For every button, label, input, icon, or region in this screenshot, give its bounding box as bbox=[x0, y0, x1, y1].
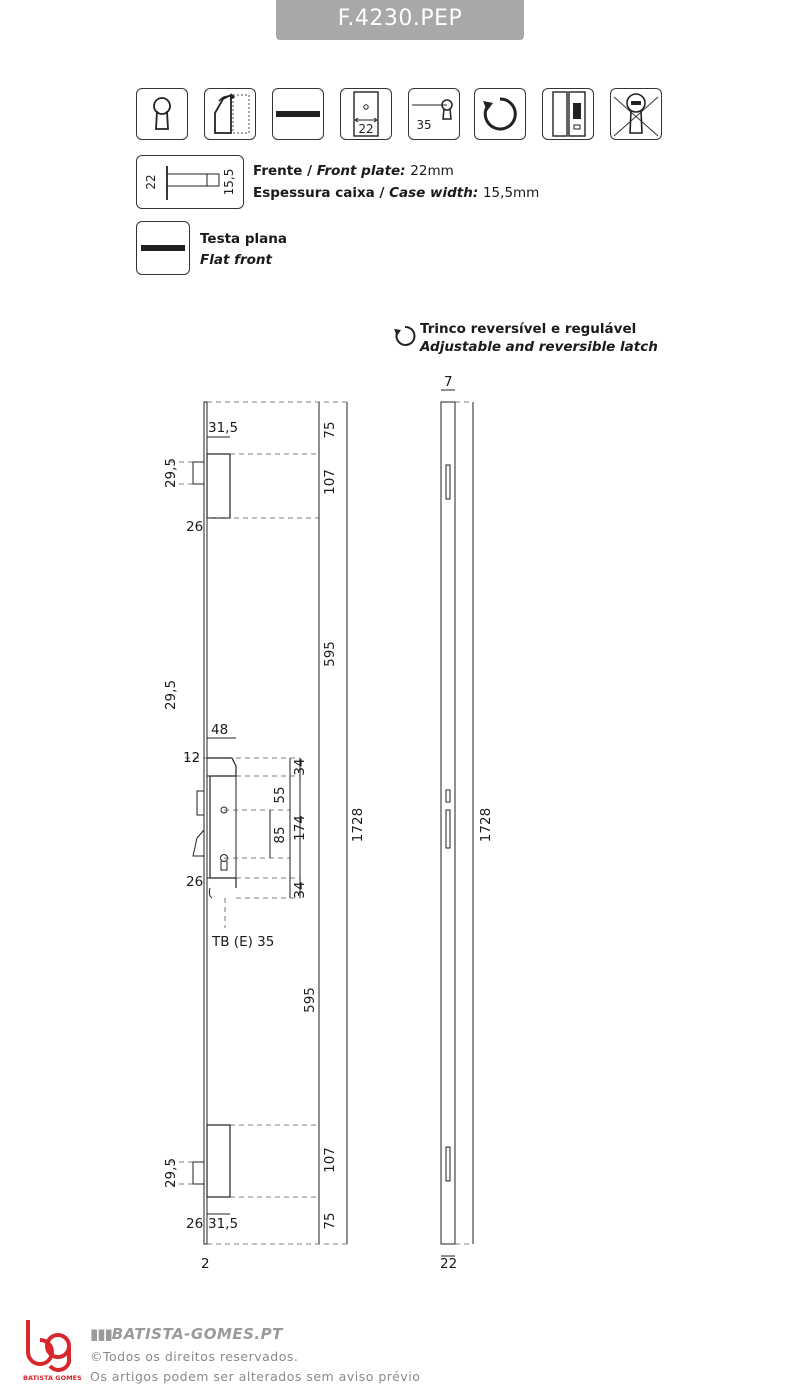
dim-107-bottom: 107 bbox=[322, 1147, 338, 1173]
case-width-pt: Espessura caixa / bbox=[253, 185, 385, 201]
bottom-bolt bbox=[207, 1125, 230, 1197]
side-dim-1728: 1728 bbox=[478, 807, 494, 843]
dim-tb: TB (E) 35 bbox=[212, 934, 275, 950]
case-width-value: 15,5mm bbox=[482, 185, 540, 201]
bottom-bolt-tip bbox=[193, 1162, 204, 1184]
side-dim-7: 7 bbox=[444, 374, 453, 390]
dim-48: 48 bbox=[211, 722, 229, 738]
top-bolt-tip bbox=[193, 462, 204, 484]
copyright-icon: © bbox=[90, 1349, 103, 1364]
dim-29-5-top: 29,5 bbox=[163, 457, 179, 489]
front-plate-en: Front plate: bbox=[316, 163, 406, 179]
latch-note-pt: Trinco reversível e regulável bbox=[420, 321, 637, 337]
dim-31-5-top: 31,5 bbox=[208, 420, 239, 436]
front-plate-pt: Frente / bbox=[253, 163, 313, 179]
side-slot-mid bbox=[446, 810, 450, 848]
footer-rights-text: Todos os direitos reservados. bbox=[103, 1349, 299, 1364]
dim-29-5-mid: 29,5 bbox=[163, 679, 179, 711]
latch-note-en: Adjustable and reversible latch bbox=[420, 339, 658, 355]
dim-34-top: 34 bbox=[292, 758, 308, 776]
footer-site[interactable]: ▮▮▮BATISTA-GOMES.PT bbox=[90, 1325, 283, 1343]
dim-26-top: 26 bbox=[186, 519, 204, 535]
top-bolt bbox=[207, 454, 230, 518]
front-plate-icon-label: 22 bbox=[358, 122, 374, 136]
deadbolt bbox=[197, 791, 204, 815]
dim-29-5-bottom: 29,5 bbox=[163, 1157, 179, 1189]
dim-1728-front: 1728 bbox=[350, 807, 366, 843]
dim-75-bottom: 75 bbox=[322, 1212, 338, 1230]
dim-107-top: 107 bbox=[322, 469, 338, 495]
side-plate bbox=[441, 402, 455, 1244]
dim-34-bottom: 34 bbox=[292, 881, 308, 899]
latch-bolt bbox=[193, 830, 204, 856]
product-code: F.4230.PEP bbox=[337, 6, 463, 31]
dim-55: 55 bbox=[272, 786, 288, 804]
flat-front-en: Flat front bbox=[200, 252, 272, 268]
footer-site-text[interactable]: BATISTA-GOMES.PT bbox=[111, 1325, 283, 1343]
side-slot-top bbox=[446, 465, 450, 499]
dim-12: 12 bbox=[183, 750, 201, 766]
side-dim-22: 22 bbox=[440, 1256, 458, 1272]
front-plate-value: 22mm bbox=[410, 163, 454, 179]
dim-31-5-bottom: 31,5 bbox=[208, 1216, 239, 1232]
case-profile-left-label: 22 bbox=[144, 174, 158, 190]
dim-75-top: 75 bbox=[322, 421, 338, 439]
dim-26-mid: 26 bbox=[186, 874, 204, 890]
dim-85: 85 bbox=[272, 826, 288, 844]
backset-icon-label: 35 bbox=[416, 118, 432, 132]
case-width-en: Case width: bbox=[389, 185, 479, 201]
logo-text: BATISTA GOMES bbox=[23, 1374, 82, 1382]
dim-174: 174 bbox=[292, 815, 308, 841]
case-profile-right-label: 15,5 bbox=[222, 168, 236, 196]
dim-2: 2 bbox=[201, 1256, 210, 1272]
footer-notice: Os artigos podem ser alterados sem aviso prévio bbox=[90, 1369, 421, 1384]
dim-595-top: 595 bbox=[322, 641, 338, 667]
dim-26-bottom: 26 bbox=[186, 1216, 204, 1232]
footer-rights bbox=[90, 1349, 298, 1364]
dim-595-bottom: 595 bbox=[302, 987, 318, 1013]
flat-front-pt: Testa plana bbox=[200, 231, 287, 247]
batista-gomes-logo bbox=[22, 1318, 82, 1382]
side-slot-bottom bbox=[446, 1147, 450, 1181]
